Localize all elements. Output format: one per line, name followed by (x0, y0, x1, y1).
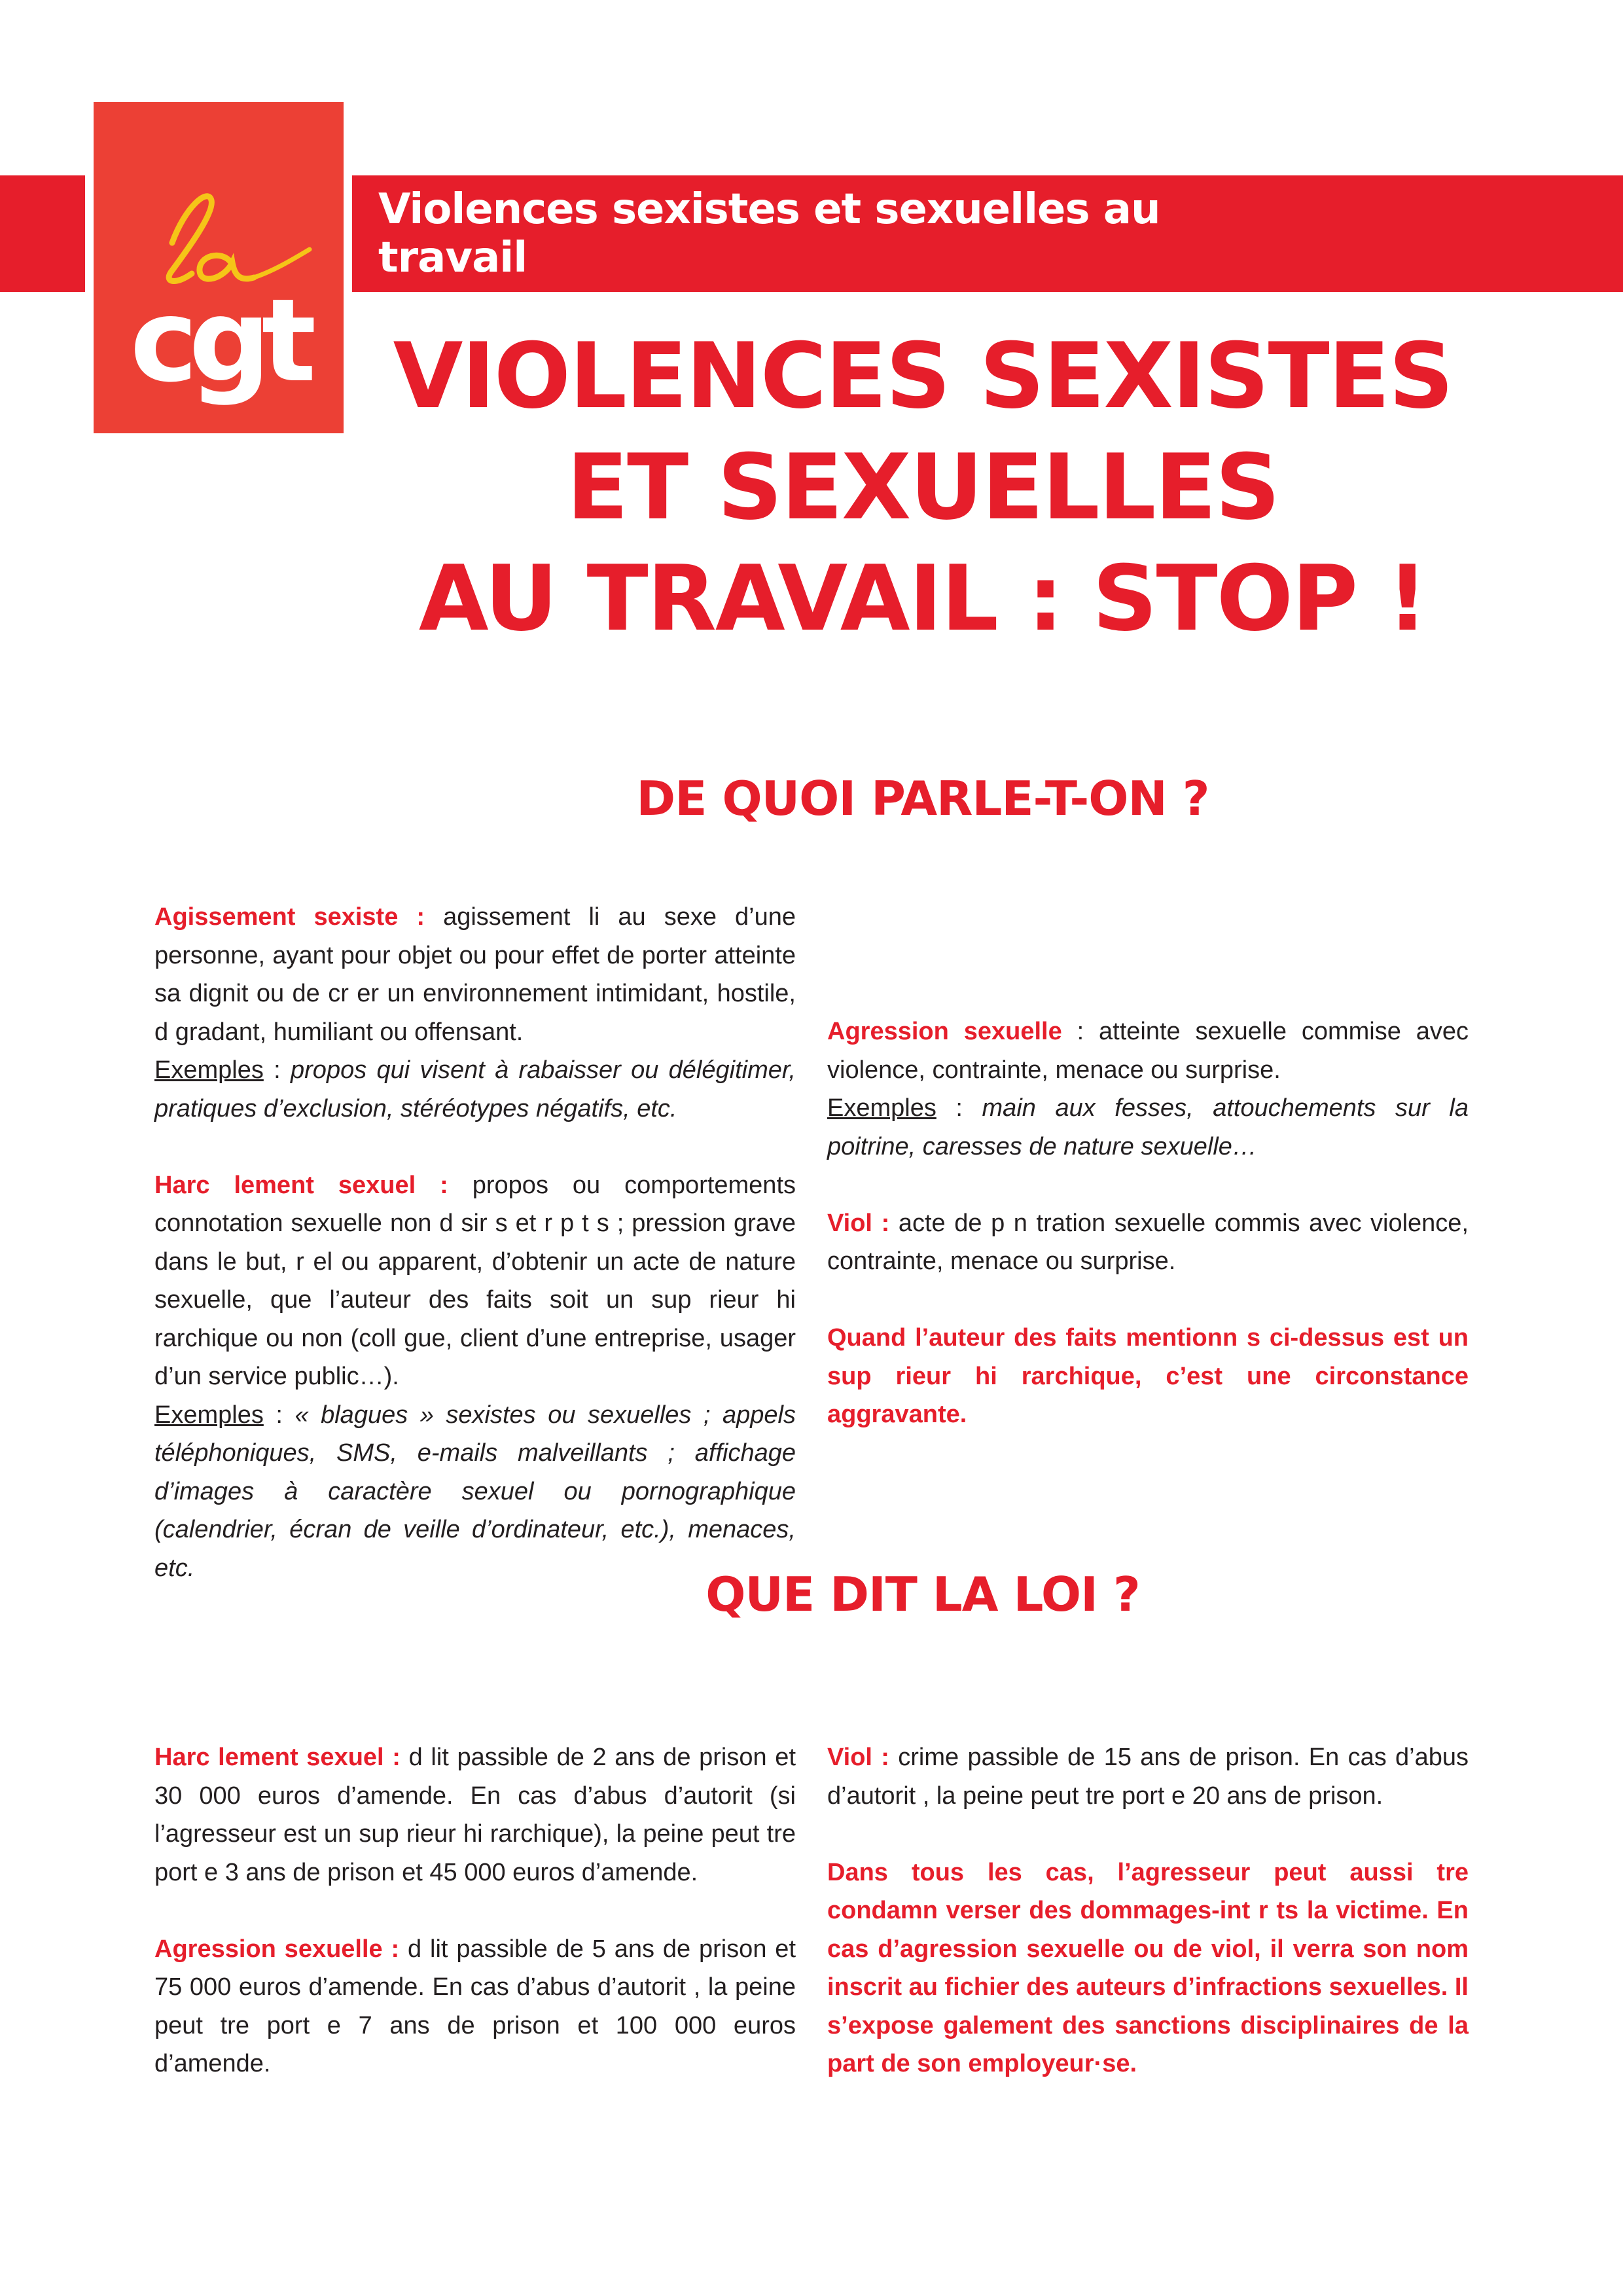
law-agression-sexuelle: Agression sexuelle : d lit passible de 5 ans de prison et 75 000 euros d’amende. En cas d’abus d’autorit , la peine peut tre port e 7 ans de prison et 100 000 euros d’amende. (154, 1935, 796, 2077)
examples-label: Exemples (154, 1401, 264, 1429)
main-title (353, 321, 1492, 655)
definitions-left-column (154, 898, 796, 1587)
main-title-line-3: AU TRAVAIL : STOP ! (418, 546, 1427, 651)
definition-agression-sexuelle: Agression sexuelle : atteinte sexuelle commise avec violence, contrainte, menace ou surprise. Exemples : main aux fesses, attouchements sur la poitrine, caresses de nature sexuelle… (827, 1018, 1469, 1160)
term-harcelement-sexuel: Harc lement sexuel : (154, 1171, 448, 1199)
definition-agissement-sexiste: Agissement sexiste : agissement li au sexe d’une personne, ayant pour objet ou pour effet de porter atteinte sa dignit ou de cr er un environnement intimidant, hostile, d gradant, humiliant ou offensant. Exemples : propos qui visent à rabaisser ou délégitimer, pratiques d’exclusion, stéréotypes négatifs, etc. (154, 903, 796, 1122)
banner-title: Violences sexistes et sexuelles au travail (378, 185, 1160, 282)
law-harcelement-sexuel: Harc lement sexuel : d lit passible de 2 ans de prison et 30 000 euros d’amende. En cas d’abus d’autorit (si l’agresseur est un sup rieur hi rarchique), la peine peut tre port e 3 ans de prison et 45 000 euros d’amende. (154, 1744, 796, 1886)
logo-cgt-text: cgt (130, 275, 308, 408)
definitions-right-column (827, 1013, 1469, 1434)
term-harcelement-sexuel: Harc lement sexuel : (154, 1744, 401, 1771)
aggravating-circumstance-note: Quand l’auteur des faits mentionn s ci-dessus est un sup rieur hi rarchique, c’est une circonstance aggravante. (827, 1324, 1469, 1428)
examples-text: main aux fesses, attouchements sur la poitrine, caresses de nature sexuelle… (827, 1094, 1469, 1160)
cgt-logo (94, 102, 344, 433)
term-viol: Viol : (827, 1744, 889, 1771)
examples-label: Exemples (827, 1094, 936, 1122)
section-heading-law: QUE DIT LA LOI ? (705, 1567, 1140, 1622)
examples-text: propos qui visent à rabaisser ou délégitimer, pratiques d’exclusion, stéréotypes négatifs, etc. (154, 1056, 796, 1122)
definition-viol: Viol : acte de p n tration sexuelle commis avec violence, contrainte, menace ou surprise. (827, 1209, 1469, 1275)
examples-label: Exemples (154, 1056, 264, 1084)
section-heading-definitions: DE QUOI PARLE-T-ON ? (636, 771, 1209, 826)
banner-left-stripe (0, 175, 85, 292)
term-agression-sexuelle: Agression sexuelle (827, 1018, 1062, 1045)
law-viol: Viol : crime passible de 15 ans de prison. En cas d’abus d’autorit , la peine peut tre port e 20 ans de prison. (827, 1744, 1469, 1810)
term-viol: Viol : (827, 1209, 890, 1237)
definition-harcelement-sexuel: Harc lement sexuel : propos ou comportements connotation sexuelle non d sir s et r p t s ; pression grave dans le but, r el ou apparent, d’obtenir un acte de nature sexuelle, que l’auteur des faits soit un sup rieur hi rarchique ou non (coll gue, client d’une entreprise, usager d’un service public…). Exemples : « blagues » sexistes ou sexuelles ; appels téléphoniques, SMS, e-mails malveillants ; affichage d’images à caractère sexuel ou pornographique (calendrier, écran de veille d’ordinateur, etc.), menaces, etc. (154, 1171, 796, 1582)
main-title-line-2: ET SEXUELLES (566, 435, 1279, 540)
law-right-column (827, 1738, 1469, 2083)
examples-text: « blagues » sexistes ou sexuelles ; appels téléphoniques, SMS, e-mails malveillants ; affichage d’images à caractère sexuel ou pornographique (calendrier, écran de veille d’ordinateur, etc.), menaces, etc. (154, 1401, 796, 1582)
main-title-line-1: VIOLENCES SEXISTES (393, 323, 1453, 429)
law-left-column (154, 1738, 796, 2083)
term-agression-sexuelle: Agression sexuelle : (154, 1935, 400, 1963)
all-cases-note: Dans tous les cas, l’agresseur peut aussi tre condamn verser des dommages-int r ts la victime. En cas d’agression sexuelle ou de viol, il verra son nom inscrit au fichier des auteurs d’infractions sexuelles. Il s’expose galement des sanctions disciplinaires de la part de son employeur·se. (827, 1858, 1469, 2077)
term-agissement-sexiste: Agissement sexiste : (154, 903, 425, 931)
